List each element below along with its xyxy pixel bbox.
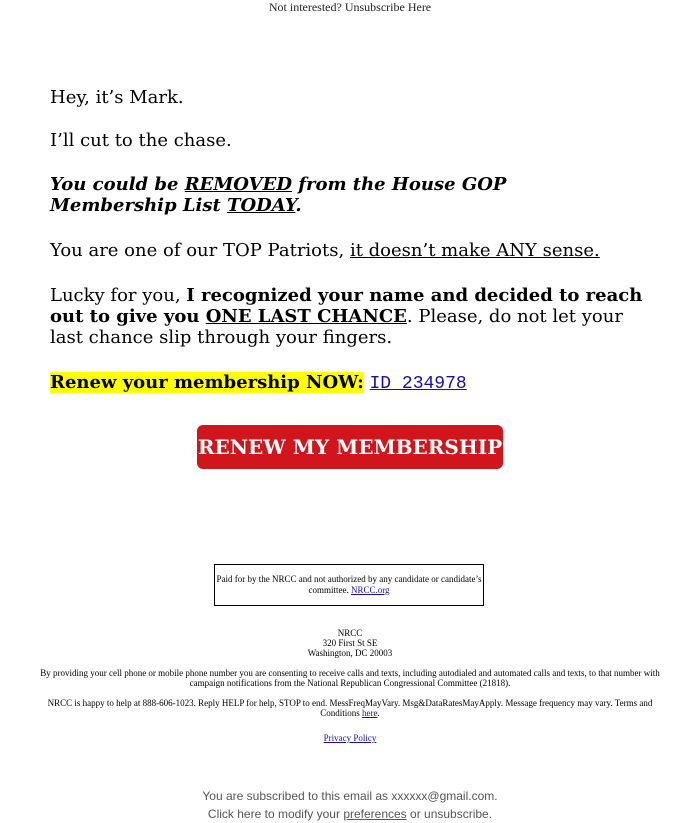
paid-for-text: Paid for by the NRCC and not authorized by any candidate or candidate’s committee. [216, 574, 482, 595]
help-body: NRCC is happy to help at 888-606-1023. Reply HELP for help, STOP to end. MessFreqMayVary. Msg&DataRatesMayApply. Message frequency may vary. Terms and Conditions [47, 698, 653, 718]
lucky-paragraph [50, 285, 650, 348]
modify-text-1: Click here to modify your [207, 807, 344, 821]
lucky-bold: I recognized your name and decided to reach out to give you [50, 285, 643, 327]
renew-membership-button[interactable]: RENEW MY MEMBERSHIP [197, 425, 503, 469]
modify-line [0, 805, 700, 823]
warning-today: TODAY [227, 195, 296, 216]
patriot-line [50, 240, 650, 261]
org-address [40, 628, 660, 658]
warning-removed: REMOVED [184, 174, 292, 195]
unsubscribe-link[interactable]: Not interested? Unsubscribe Here [268, 0, 432, 14]
nrcc-link[interactable]: NRCC.org [350, 585, 390, 595]
terms-link[interactable]: here [362, 708, 378, 718]
privacy-line [40, 733, 660, 743]
paid-for-box [214, 564, 484, 606]
consent-text: By providing your cell phone or mobile phone number you are consenting to receive calls and texts, including autodialed and automated calls and texts, to that number with campaign notifications from the National Republican Congressional Committee (21818). [40, 668, 660, 688]
address-line-1: 320 First St SE [322, 638, 378, 648]
subscribed-text: You are subscribed to this email as xxxxxx@gmail.com. [202, 789, 498, 803]
help-end: . [377, 708, 380, 718]
intro-line: I’ll cut to the chase. [50, 130, 232, 151]
unsubscribe-header [0, 0, 700, 14]
privacy-policy-link[interactable]: Privacy Policy [323, 733, 377, 743]
renew-label: Renew your membership NOW: [50, 372, 364, 393]
help-text [40, 698, 660, 718]
lucky-text-1: Lucky for you, [50, 285, 187, 306]
email-footer [0, 787, 700, 823]
patriot-link[interactable]: it doesn’t make ANY sense. [349, 240, 600, 261]
org-name: NRCC [337, 628, 363, 638]
warning-text-1: You could be [50, 174, 185, 195]
greeting: Hey, it’s Mark. [50, 87, 184, 108]
lucky-text-2: . Please, do not let your last chance slip through your fingers. [50, 306, 623, 348]
one-last-chance: ONE LAST CHANCE [205, 306, 407, 327]
address-line-2: Washington, DC 20003 [307, 648, 393, 658]
removal-warning [50, 174, 570, 216]
renew-id-link[interactable]: ID_234978 [369, 374, 467, 394]
modify-text-2: or unsubscribe. [406, 807, 493, 821]
warning-text-3: . [295, 195, 302, 216]
warning-text-2: from the House GOP Membership List [50, 174, 507, 216]
renew-line [50, 372, 650, 395]
preferences-link[interactable]: preferences [343, 807, 407, 821]
patriot-text: You are one of our TOP Patriots, [50, 240, 350, 261]
